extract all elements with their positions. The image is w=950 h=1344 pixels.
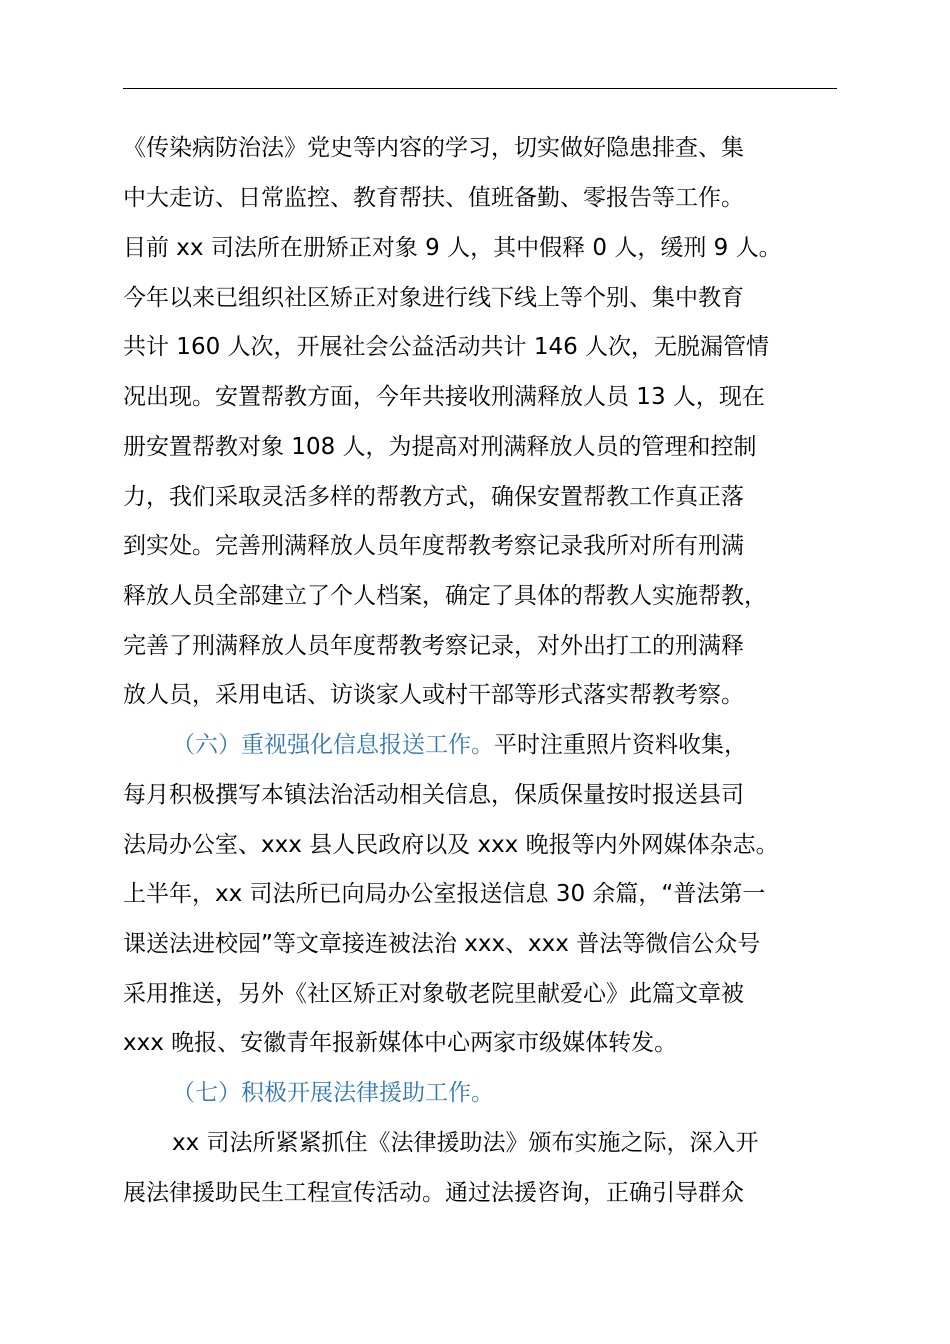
body-line: 《传染病防治法》党史等内容的学习，切实做好隐患排查、集	[123, 135, 744, 161]
body-line: 采用推送，另外《社区矫正对象敬老院里献爱心》此篇文章被	[123, 981, 744, 1007]
header-rule	[123, 88, 837, 89]
section-heading-6: （六）重视强化信息报送工作。	[172, 732, 494, 758]
body-line: 完善了刑满释放人员年度帮教考察记录，对外出打工的刑满释	[123, 633, 744, 659]
section-6-text: 平时注重照片资料收集，	[494, 732, 747, 758]
body-line: 法局办公室、xxx 县人民政府以及 xxx 晚报等内外网媒体杂志。	[123, 832, 779, 858]
body-line: 展法律援助民生工程宣传活动。通过法援咨询，正确引导群众	[123, 1180, 744, 1206]
body-line: 课送法进校园”等文章接连被法治 xxx、xxx 普法等微信公众号	[123, 931, 761, 957]
body-line: xxx 晚报、安徽青年报新媒体中心两家市级媒体转发。	[123, 1030, 678, 1056]
body-line: 册安置帮教对象 108 人，为提高对刑满释放人员的管理和控制	[123, 434, 757, 460]
body-line: 况出现。安置帮教方面，今年共接收刑满释放人员 13 人，现在	[123, 384, 765, 410]
body-line: xx 司法所紧紧抓住《法律援助法》颁布实施之际，深入开	[172, 1130, 759, 1156]
body-line: 上半年，xx 司法所已向局办公室报送信息 30 余篇，“普法第一	[123, 881, 766, 907]
body-line: 今年以来已组织社区矫正对象进行线下线上等个别、集中教育	[123, 285, 744, 311]
body-line: 到实处。完善刑满释放人员年度帮教考察记录我所对所有刑满	[123, 533, 744, 559]
section-heading-7: （七）积极开展法律援助工作。	[172, 1080, 494, 1106]
body-line: 共计 160 人次，开展社会公益活动共计 146 人次，无脱漏管情	[123, 334, 770, 360]
body-line: 每月积极撰写本镇法治活动相关信息，保质保量按时报送县司	[123, 782, 744, 808]
body-line: 放人员，采用电话、访谈家人或村干部等形式落实帮教考察。	[123, 682, 744, 708]
body-line: 力，我们采取灵活多样的帮教方式，确保安置帮教工作真正落	[123, 484, 744, 510]
body-line: 中大走访、日常监控、教育帮扶、值班备勤、零报告等工作。	[123, 185, 744, 211]
section-6-line	[172, 729, 747, 761]
body-line: 释放人员全部建立了个人档案，确定了具体的帮教人实施帮教，	[123, 583, 767, 609]
body-line: 目前 xx 司法所在册矫正对象 9 人，其中假释 0 人，缓刑 9 人。	[123, 235, 782, 261]
